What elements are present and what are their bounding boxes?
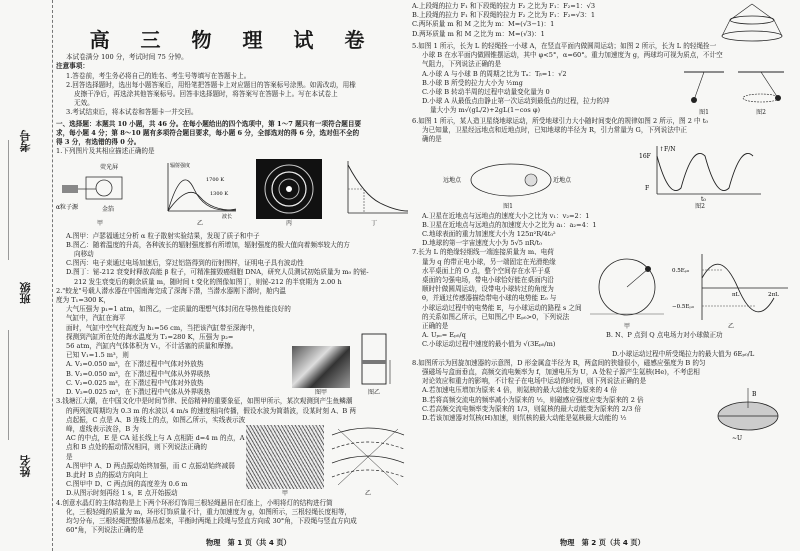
q1-cap-bing: 丙 xyxy=(285,220,292,228)
q7-text xyxy=(412,248,588,331)
q6-fig-1 xyxy=(443,158,573,211)
q5-option-d2: 量大小为 m√(gL/2)+2gL(1−cos φ) xyxy=(430,106,541,115)
q3-line-1: 3.钱塘江大潮，在中国文化中是时间节律、民俗精神的重要象征，如图甲所示，某次观测到产生鱼鳞潮 xyxy=(56,397,353,406)
intro-line: 本试卷满分 100 分，考试时间 75 分钟。 xyxy=(66,53,188,62)
q7-option-d: D.小球运动过程中所受绳拉力的最大值为 6Eₚ₀/L xyxy=(612,349,755,358)
temp-1300-label: 1300 K xyxy=(210,191,229,198)
q7-line-3: 水平桌面上的 O 点，整个空间存在水平于桌 xyxy=(422,266,551,275)
voltage-label: ~U xyxy=(732,435,743,443)
magnetic-field-label: B xyxy=(752,391,757,399)
section-1-a: 一、选择题：本题共 10 小题，共 46 分。在每小题给出的四个选项中，第 1～7 题只有一项符合题目要 xyxy=(56,119,362,128)
q2-option-c: C. V₂=0.025 m³，在下潜过程中气体对外放热 xyxy=(66,378,204,387)
q1-option-d2: 212 发生衰变后的剩余质量 m，随时间 t 变化的图像如图丁，则铋-212 的半衰期为 2.00 h xyxy=(74,277,342,286)
q3-line-4: AC 的中点，E 是 CA 延长线上与 A 点相距 d=4 m 的点，A xyxy=(66,434,245,443)
q5-option-d1: D.小球 A 从最低点由静止第一次运动到最低点的过程，拉力的冲 xyxy=(422,97,610,106)
foil-label: 金箔 xyxy=(102,206,115,214)
force-axis-label: ↑F/N xyxy=(659,146,676,154)
q6-line-2: 为已知量，卫星经远地点和近地点时，已知地球的半径为 R，引力常量为 G，下列说法中正 xyxy=(422,126,687,135)
q7-option-a: A. Uₚₒ= Eₚ₀/q xyxy=(422,331,466,340)
q6-cap-1: 图1 xyxy=(503,203,513,211)
q1-fig-yi xyxy=(160,159,240,228)
q3-line-6: 是 xyxy=(66,452,73,461)
q1-cap-yi: 乙 xyxy=(196,220,203,228)
q4-line-2: 化，三根轻绳的质量为 m，环形灯饰质量不计，重力加速度为 g，如图所示，三根轻绳长度相等， xyxy=(66,507,352,516)
potential-energy-chart xyxy=(672,252,790,322)
cylinder-diagram xyxy=(354,330,394,388)
right-column xyxy=(412,2,796,442)
q8-option-a: A.若加速电压增加为原来 4 倍，则氦核的最大动能变为原来的 4 倍 xyxy=(422,386,618,395)
q6-fig-2 xyxy=(635,144,765,211)
q6-option-c: C.地球表面的重力加速度大小为 125π²R/4t₀² xyxy=(422,230,556,239)
q2-text xyxy=(56,287,292,397)
q8-line-2: 强磁场与盒面垂直，高频交流电频率为 f，加速电压为 U，A 处粒子源产生氦核(He)，不考虑相 xyxy=(422,368,700,377)
q1-cap-ding: 丁 xyxy=(370,220,377,228)
q3-cap-yi: 乙 xyxy=(364,490,371,498)
section-1-b: 求，每小题 4 分；第 8～10 题有多项符合题目要求，每小题 6 分，全部选对的得 6 分，选对但不全的 xyxy=(56,128,360,137)
q2-option-a: A. V₂=0.050 m³，在下潜过程中气体对外放热 xyxy=(66,360,204,369)
intensity-axis-label: 辐射强度 xyxy=(170,163,191,170)
q3-block xyxy=(56,416,410,499)
chandelier-diagram xyxy=(712,2,792,42)
q8-line-1: 8.如图所示为回旋加速器的示意图，D 形金属盒半径为 R，两盒间的狭缝很小，磁感应强度为 B 的匀 xyxy=(412,358,706,367)
q3-option-b: B.此时 B 点的振动方向向上 xyxy=(66,470,148,479)
q5-cap-2: 图2 xyxy=(756,108,766,116)
q7-line-5: 顺时针做圆周运动，设带电小球转过的角度为 xyxy=(422,285,554,294)
wavelength-axis-label: 波长 xyxy=(222,214,233,220)
q6-line-1: 6.如图 1 所示，某人造卫星绕地球运动，所受地球引力大小随时间变化的规律如图 2 所示，图 2 中 t₀ xyxy=(412,116,708,125)
strip-line-mid xyxy=(8,330,9,440)
q7-line-8: 的关系如图乙所示，已知图乙中 Eₚ₀>0，下列说法 xyxy=(422,312,570,321)
q7-figures xyxy=(588,248,790,331)
q1-fig-bing xyxy=(256,159,322,228)
q8-option-c: C.若高频交流电频率变为原来的 1/3，则氦核的最大动能变为原来的 2/3 倍 xyxy=(422,404,642,413)
q6-cap-2: 图2 xyxy=(695,203,705,211)
q5-line-1: 5.如图 1 所示，长为 L 的轻绳拴一小球 A，在竖直平面内做圆周运动；如图 2 所示，长为 L 的轻绳拴一 xyxy=(412,42,717,50)
q3-line-2: 的两列波周期均为 0.3 m 的水波以 4 m/s 的速度相向传播，假设水波为简谐波，设某时刻 A、B 两 xyxy=(66,406,356,415)
tick-16f: 16F xyxy=(639,153,651,161)
temp-1700-label: 1700 K xyxy=(206,177,225,184)
q3-cap-jia: 甲 xyxy=(281,490,288,498)
notes-title: 注意事项： xyxy=(56,62,89,71)
q1-stem: 1.下列图片及其相应描述正确的是 xyxy=(56,147,155,156)
note-1: 1.答卷前，考生务必将自己的姓名、考生号等填写在答题卡上。 xyxy=(66,71,251,80)
q7-line-9: 正确的是 xyxy=(422,322,449,331)
q6-option-a: A.卫星在近地点与远地点的速度大小之比为 v₁：v₂=2：1 xyxy=(422,211,590,220)
blackbody-chart xyxy=(160,159,240,219)
q3-fig-jia xyxy=(246,425,324,498)
q7-fig-jia xyxy=(588,252,666,331)
tide-photo xyxy=(246,425,324,489)
q7-line-4: 桌面的匀强电场，带电小球恰好能在桌面内沿 xyxy=(422,276,554,285)
conical-pendulum-diagram xyxy=(734,70,788,108)
submersible-photo xyxy=(292,346,350,388)
satellite-orbit-diagram xyxy=(443,158,573,202)
q1-option-a: A.图甲：卢瑟福通过分析 α 粒子散射实验结果，发现了质子和中子 xyxy=(66,231,260,240)
q7-line-6: θ，并通过传感器描绘带电小球的电势能 E₀ 与 xyxy=(422,294,557,303)
q3-line-5: 点和 B 点处的振动情况相同，则下列说法正确的 xyxy=(66,443,207,452)
q1-figures xyxy=(56,159,410,228)
q4-line-3: 均匀分布，三根轻绳把整体悬吊起来，平衡时两绳上段绳与竖直方向成 30°角，下段绳与竖直方向成 xyxy=(66,516,357,525)
q4-option-a: A.上段绳的拉力 F₁ 和下段绳的拉力 F₂ 之比为 F₁：F₂=1：√3 xyxy=(412,2,596,10)
wave-interference-diagram xyxy=(328,425,408,489)
q4-line-1: 4.创意水晶灯的主体结构是上下两个环形灯饰用三根轻绳悬吊在灯座上，小明将灯的结构进行简 xyxy=(56,498,333,507)
left-column xyxy=(56,0,410,535)
q2-line-3: 面时，气缸中空气柱高度为 h₁=56 cm，当把该汽缸带至深海中， xyxy=(66,323,260,332)
charged-ball-circle-diagram xyxy=(588,252,666,322)
alpha-scatter-diagram xyxy=(56,159,144,219)
cyclotron-diagram xyxy=(712,386,784,442)
q5-line-3: 气阻力，下列说法正确的是 xyxy=(422,60,502,69)
q2-line-1: 2."蛟龙"号载人潜水器在中国南海完成了深海下潜，当潜水器刚下潜时，舱内温度为 T₁=300 K， xyxy=(56,286,286,305)
q3-line-3: 点起振，C 点是 A、B 连线上的点，如图乙所示，实线表示波峰，虚线表示波谷，B 为 xyxy=(66,415,246,433)
note-3: 3.考试结束后，将本试卷和答题卡一并交回。 xyxy=(66,108,198,117)
q5-cap-1: 图1 xyxy=(699,108,709,116)
q6-option-b: B.卫星在近地点与远地点的加速度大小之比为 a₁：a₂=4：1 xyxy=(422,220,597,229)
tick-t0: t₀ xyxy=(701,196,706,203)
q5-options xyxy=(412,70,680,117)
note-2a: 2.回答选择题时，选出每小题答案后，用铅笔把答题卡上对应题目的答案标号涂黑。如需改动，用橡 xyxy=(66,80,356,89)
tick-f: F xyxy=(645,185,650,193)
diffraction-pattern xyxy=(256,159,322,219)
q8-option-d: D.若该加速器对氘核(H)加速，则氘核的最大动能是氦核最大动能的 ½ xyxy=(422,414,627,423)
q3-option-a: A.图甲中 A、D 两点振动始终加强，而 C 点振动始终减弱 xyxy=(66,461,235,470)
tick-2pi-l: 2πL xyxy=(768,292,779,299)
q2-line-6: 已知 V₁=1.5 m³，则 xyxy=(66,351,129,360)
q1-option-b1: B.图乙：随着温度的升高，各种波长的辐射强度都有所增加，辐射强度的极大值向着频率较大的方 xyxy=(66,240,350,249)
q5-option-c: C.小球 B 转动半周的过程中动量变化量为 0 xyxy=(422,88,550,97)
decay-chart xyxy=(338,159,410,219)
q4-option-d: D.两环质量 m 和 M 之比为 m：M=(√3)：1 xyxy=(412,29,545,38)
q5-line-2: 小球 B 在水平面内做圆锥摆运动，其中 φ<5°，α=60°。重力加速度为 g，两球均可视为质点，不计空 xyxy=(422,51,723,60)
q1-option-c: C.图丙：电子束通过电场加速后，穿过铝箔得到的衍射图样，证明电子具有波动性 xyxy=(66,259,304,268)
section-1-c: 得 3 分，有选错的得 0 分。 xyxy=(56,138,141,147)
q2-fig-yi xyxy=(354,330,394,397)
q4-options-block xyxy=(412,2,796,42)
q6-line-3: 确的是 xyxy=(422,135,442,144)
q5-option-a: A.小球 A 与小球 B 的周期之比为 Tₐ：Tᵦ=1：√2 xyxy=(422,69,567,78)
note-2c: 无效。 xyxy=(74,99,94,108)
class-label: 班级 xyxy=(19,282,32,304)
footer-page-1: 物理 第 1 页（共 4 页） xyxy=(206,538,291,547)
q8-block xyxy=(412,386,796,442)
q4-option-b: B.上段绳的拉力 F₁ 和下段绳的拉力 F₂ 之比为 F₁：F₂=√3：1 xyxy=(412,11,596,20)
q2-line-2: 大气压强为 p₁=1 atm，如图乙，一定质量的理想气体封闭在导热性能良好的气缸中，汽缸在海平 xyxy=(66,305,291,323)
tick-minus-half-ep0: −0.5Eₚ₀ xyxy=(672,304,694,311)
q7-line-2: 量为 q 的带正电小球，另一端固定在光滑绝缘 xyxy=(422,257,556,266)
page-title: 高 三 物 理 试 卷 xyxy=(89,28,377,52)
q7-option-b: B. N、P 点到 Q 点电场力对小球做正功 xyxy=(606,331,723,340)
q5-fig-2 xyxy=(734,70,788,117)
q3-text xyxy=(56,416,246,499)
q7-fig-yi xyxy=(672,252,790,331)
tick-plus-half-ep0: 0.5Eₚ₀ xyxy=(672,268,690,275)
q2-fig-jia xyxy=(292,346,350,397)
q7-cap-jia: 甲 xyxy=(623,323,630,331)
q5-block xyxy=(412,70,796,117)
q8-line-3: 对论效应和重力的影响，不计粒子在电场中运动的时间，则下列说法正确的是 xyxy=(422,377,647,386)
exam-number-label: 考号 xyxy=(19,130,32,152)
screen-label: 荧光屏 xyxy=(100,164,119,172)
q7-cap-yi: 乙 xyxy=(727,323,734,331)
q2-line-4: 探测到汽缸所在处的海水温度为 T₂=280 K，压强为 p₂= xyxy=(66,332,234,341)
q2-figures xyxy=(292,287,394,397)
q8-options xyxy=(412,386,712,442)
q8-option-b: B.若将高频交流电的频率减小为原来的 ½，则磁感应强度应变为原来的 2 倍 xyxy=(422,395,644,404)
q6-option-d: D.地球的第一宇宙速度大小为 5√5 πR/t₀ xyxy=(422,239,542,248)
q1-option-b2: 向移动 xyxy=(74,250,94,259)
q2-cap-yi: 图乙 xyxy=(367,389,380,397)
q4-option-c: C.两环质量 m 和 M 之比为 m：M=(√3−1)：1 xyxy=(412,20,555,29)
perigee-label: 近地点 xyxy=(553,177,572,185)
q2-option-b: B. V₂=0.050 m³，在下潜过程中气体从外界吸热 xyxy=(66,369,211,378)
q4-line-4: 60°角，下列说法正确的是 xyxy=(66,526,144,535)
force-time-chart xyxy=(635,144,765,202)
q2-line-5: 56 atm，汽缸内气体体积为 V₁，不计活塞的质量和摩擦。 xyxy=(66,342,238,351)
pendulum-diagram xyxy=(680,70,728,108)
q3-option-c: C.图甲中 D、C 两点间的高度差为 0.6 m xyxy=(66,480,188,489)
q6-figures xyxy=(412,144,796,211)
q5-fig-1 xyxy=(680,70,728,117)
q7-line-7: 小球运动过程中的电势能 E，与小球运动的路程 s 之间 xyxy=(422,303,582,312)
q7-option-c: C.小球运动过程中速度的最小值为 √(3Eₚ₀/m) xyxy=(422,340,556,349)
note-2b: 皮擦干净后，再选涂其他答案标号。回答非选择题时，将答案写在答题卡上。写在本试卷上 xyxy=(74,90,338,99)
q3-fig-yi xyxy=(328,425,408,498)
q7-block xyxy=(412,248,796,331)
q1-option-d1: D.图丁：铋-212 衰变时释放高能 β 粒子，可精准摧毁癌细胞 DNA，研究人员测试初始质量为 m₀ 的铋- xyxy=(66,268,369,277)
q1-cap-jia: 甲 xyxy=(96,220,103,228)
binding-strip xyxy=(0,0,53,551)
q3-figures xyxy=(246,416,408,499)
q5-option-b: B.小球 B 所受的拉力大小为 ½mg xyxy=(422,78,523,87)
q1-fig-ding xyxy=(338,159,410,228)
q1-fig-jia xyxy=(56,159,144,228)
tick-pi-l: πL xyxy=(732,292,740,299)
footer-page-2: 物理 第 2 页（共 4 页） xyxy=(560,538,645,547)
q3-option-d: D.从图示时刻再经 1 s，E 点开始振动 xyxy=(66,489,178,498)
q5-figures xyxy=(680,70,788,117)
q4-options xyxy=(412,2,712,42)
q7-line-1: 7.长为 L 的绝缘轻细线一端连接质量为 m、电荷 xyxy=(412,248,554,257)
q2-option-d: D. V₂=0.025 m³，在下潜过程中气体从外界吸热 xyxy=(66,388,211,397)
apogee-label: 远地点 xyxy=(443,177,462,185)
q2-cap-jia: 图甲 xyxy=(314,389,327,397)
strip-line-top xyxy=(8,140,9,260)
source-label: α粒子源 xyxy=(56,204,79,212)
q2-block xyxy=(56,287,410,397)
name-label: 姓名 xyxy=(19,455,32,477)
